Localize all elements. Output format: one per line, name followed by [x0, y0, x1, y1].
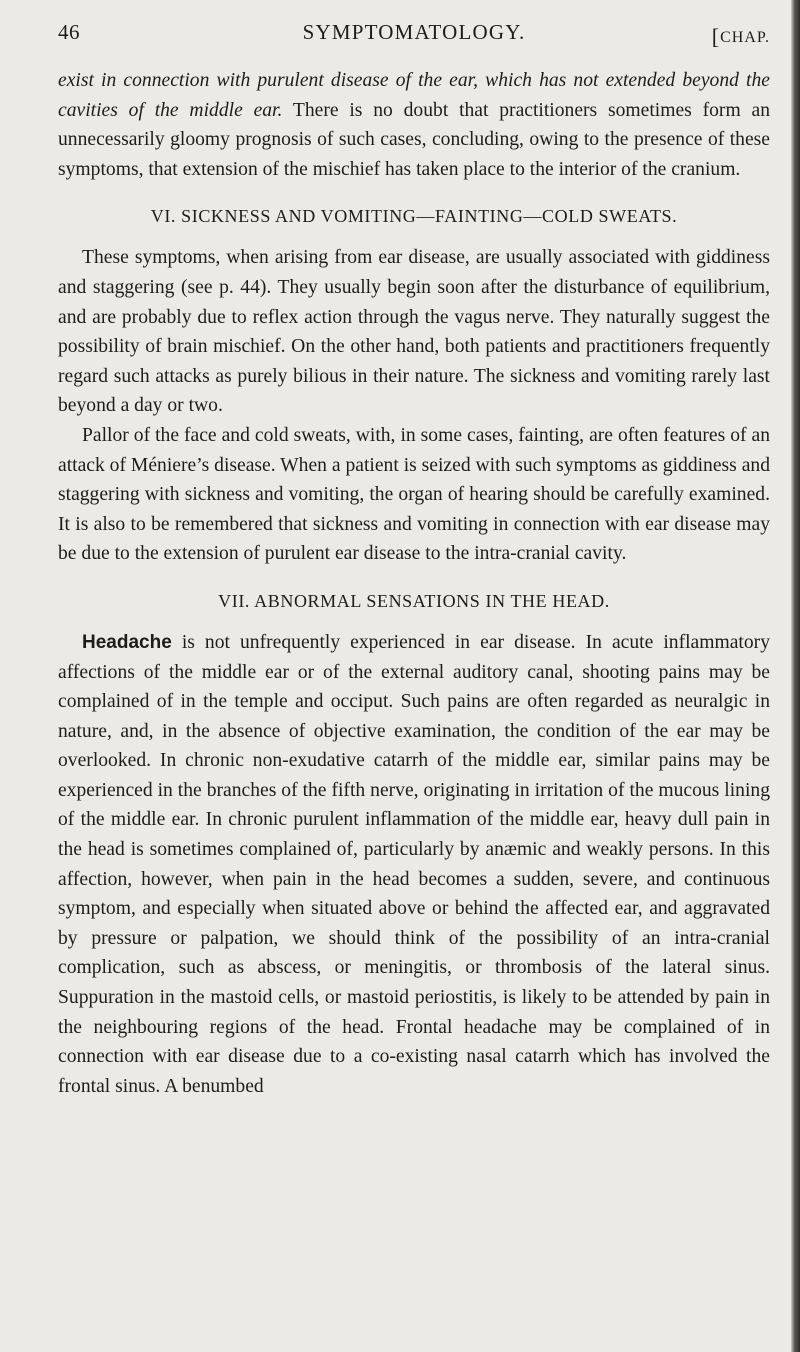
section-heading-vii: VII. ABNORMAL SENSATIONS IN THE HEAD.	[218, 590, 610, 611]
body-text	[58, 66, 770, 1101]
section-vi-paragraph-1: These symptoms, when arising from ear disease, are usually associated with giddiness and staggering (see p. 44). They usually begin soon after the disturbance of equilibrium, and are probably due to reflex action through the vagus nerve. They naturally suggest the possibility of brain mischief. On the other hand, both patients and practitioners frequently regard such attacks as purely bilious in their nature. The sickness and vomiting rarely last beyond a day or two.	[58, 247, 770, 417]
running-title: SYMPTOMATOLOGY.	[302, 20, 526, 44]
book-page	[58, 18, 770, 1101]
section-vi-paragraph-2: Pallor of the face and cold sweats, with, in some cases, fainting, are often features of an attack of Méniere’s disease. When a patient is seized with such symptoms as giddiness and staggering with sickness and vomiting, the organ of hearing should be carefully examined. It is also to be remembered that sickness and vomiting in connection with ear disease may be due to the extension of purulent ear disease to the intra-cranial cavity.	[58, 424, 770, 565]
intro-text: There is no doubt that practitioners sometimes form an unnecessarily gloomy prognosis of such cases, concluding, owing to the presence of these symptoms, that extension of the mischief has taken place to the interior of the cranium.	[58, 99, 770, 180]
running-header	[58, 18, 770, 49]
intro-paragraph	[58, 66, 770, 184]
section-heading-vi: VI. SICKNESS AND VOMITING—FAINTING—COLD SWEATS.	[150, 206, 678, 227]
chapter-mark: [CHAP.	[711, 24, 770, 49]
page-number: 46	[58, 20, 80, 44]
intro-italic-text: exist in connection with purulent disease of the ear, which has not extended beyond the cavities of the middle ear.	[58, 70, 770, 121]
page-edge-shadow	[791, 0, 800, 1352]
headache-lead-word: Headache	[82, 631, 172, 653]
section-vii-paragraph-text: is not unfrequently experienced in ear disease. In acute inflammatory affections of the middle ear or of the external auditory canal, shooting pains may be complained of in the temple and occiput. Such pains are often regarded as neuralgic in nature, and, in the absence of objective examination, the condition of the ear may be overlooked. In chronic non-exudative catarrh of the middle ear, similar pains may be experienced in the branches of the fifth nerve, originating in irritation of the mucous lining of the middle ear. In chronic purulent inflammation of the middle ear, heavy dull pain in the head is sometimes complained of, particularly by anæmic and weakly persons. In this affection, however, when pain in the head becomes a sudden, severe, and continuous symptom, and especially when situated above or behind the affected ear, and aggravated by pressure or palpation, we should think of the possibility of an intra-cranial complication, such as abscess, or meningitis, or thrombosis of the lateral sinus. Suppuration in the mastoid cells, or mastoid periostitis, is likely to be attended by pain in the neighbouring regions of the head. Frontal headache may be complained of in connection with ear disease due to a co-existing nasal catarrh which has involved the frontal sinus. A benumbed	[58, 631, 770, 1097]
section-vii-paragraph	[58, 628, 770, 1102]
chapter-mark-label: CHAP.	[720, 29, 770, 46]
